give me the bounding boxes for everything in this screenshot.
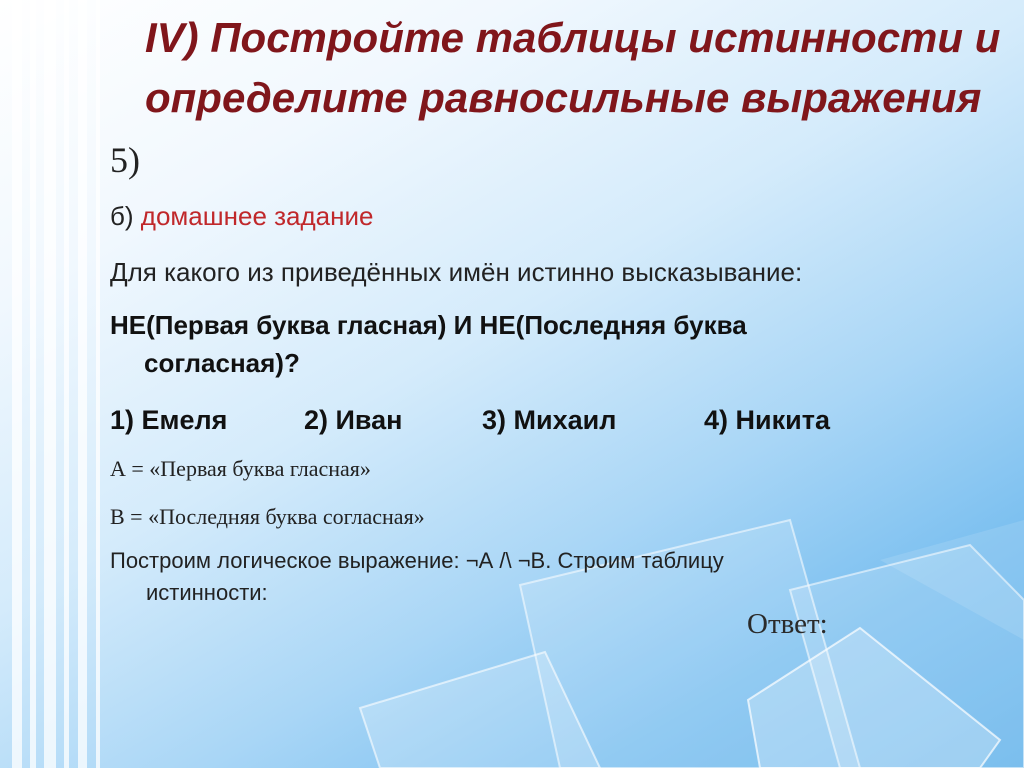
definition-a: А = «Первая буква гласная» — [110, 456, 371, 481]
homework-line — [110, 196, 373, 236]
option-3: 3) Михаил — [482, 405, 617, 435]
item-number: 5) — [110, 140, 140, 180]
statement-line-2: согласная)? — [144, 348, 300, 378]
statement-line-1: НЕ(Первая буква гласная) И НЕ(Последняя буква — [110, 310, 747, 340]
expression-line-2: истинности: — [146, 580, 268, 605]
definition-b: В = «Последняя буква согласная» — [110, 504, 425, 529]
option-2: 2) Иван — [304, 405, 403, 435]
answer-label: Ответ: — [747, 608, 828, 640]
option-1: 1) Емеля — [110, 405, 228, 435]
homework-prefix: б) — [110, 201, 134, 231]
expression-line-1: Построим логическое выражение: ¬А /\ ¬В. Строим таблицу — [110, 548, 724, 573]
option-4: 4) Никита — [704, 405, 830, 435]
homework-label: домашнее задание — [140, 201, 374, 231]
question-text: Для какого из приведённых имён истинно высказывание: — [110, 257, 803, 287]
slide-title: IV) Постройте таблицы истинности и определите равносильные выражения — [145, 14, 1001, 121]
expression-text — [110, 545, 724, 609]
logical-statement — [110, 306, 747, 382]
answer-options — [110, 400, 890, 440]
